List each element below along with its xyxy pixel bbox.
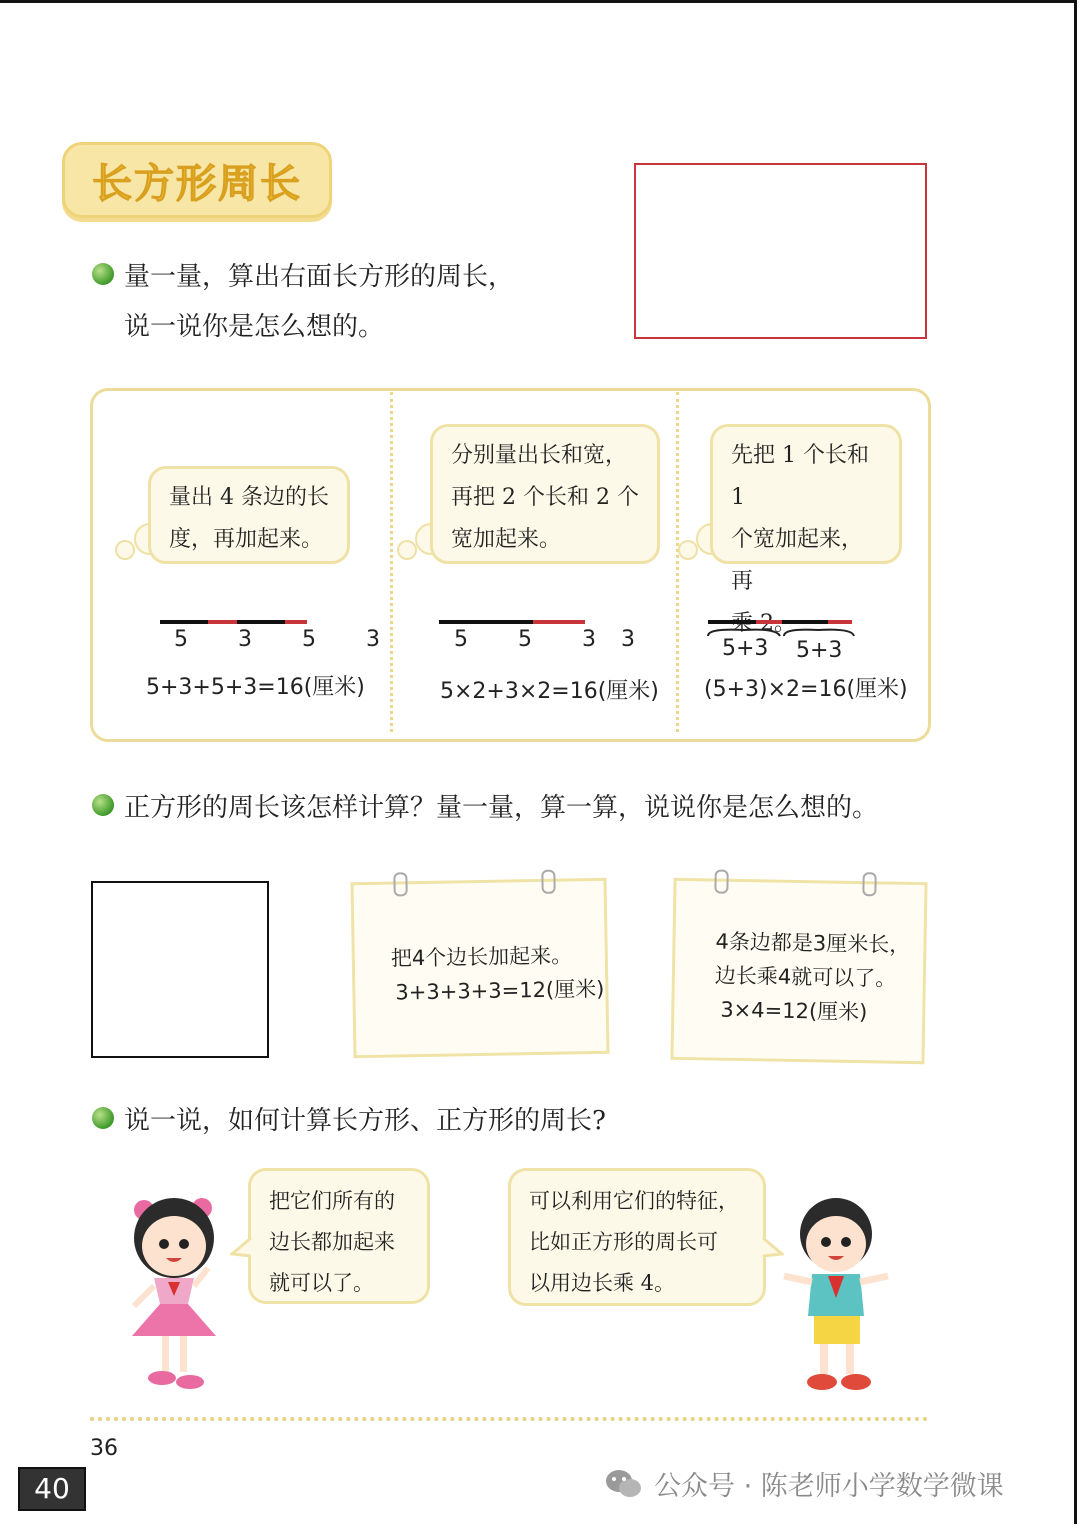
method-2-bubble [430, 424, 660, 564]
width-segment [756, 620, 782, 624]
note-2-line: 4条边都是3厘米长， [715, 929, 911, 957]
method-3-bubble [710, 424, 902, 594]
method-1-bubble [148, 466, 350, 564]
method-2-text-line: 再把 2 个长和 2 个 [451, 485, 639, 510]
length-segment [708, 620, 756, 624]
length-segment [439, 620, 533, 624]
width-segment [285, 620, 307, 624]
page-number: 36 [90, 1436, 118, 1461]
note-1-line: 3+3+3+3=12(厘米) [395, 976, 605, 1005]
section-title: 长方形周长 [92, 161, 302, 207]
question-3: 说一说，如何计算长方形、正方形的周长? [124, 1106, 606, 1136]
method-3-label: 5+3 [796, 638, 843, 663]
thought-dot [115, 540, 135, 560]
panel-divider [390, 392, 393, 732]
note-card-2 [670, 878, 927, 1064]
width-segment [533, 620, 585, 624]
method-3-text-line: 个宽加起来，再 [731, 527, 864, 594]
note-2-line: 边长乘4就可以了。 [714, 963, 897, 991]
width-segment [208, 620, 237, 624]
paperclip-icon [862, 872, 876, 896]
bullet-icon [92, 1107, 114, 1129]
method-3-text-line: 先把 1 个长和 1 [731, 443, 869, 510]
girl-speech-line: 把它们所有的 [269, 1189, 395, 1213]
method-2-labels: 5 5 3 3 [454, 627, 635, 652]
length-segment [160, 620, 208, 624]
wechat-icon [604, 1467, 644, 1501]
method-2-text-line: 分别量出长和宽， [451, 443, 628, 468]
method-1-labels: 5 3 5 3 [174, 627, 380, 652]
square-figure [91, 881, 269, 1058]
method-2-formula: 5×2+3×2=16(厘米) [440, 679, 659, 704]
boy-speech-bubble [508, 1168, 766, 1306]
girl-speech-line: 边长都加起来 [269, 1230, 395, 1254]
boy-speech-line: 比如正方形的周长可 [529, 1230, 718, 1254]
watermark: 公众号 · 陈老师小学数学微课 [654, 1471, 1004, 1502]
bullet-icon [92, 263, 114, 285]
method-3-formula: (5+3)×2=16(厘米) [704, 677, 908, 702]
method-1-text-line: 度，再加起来。 [169, 527, 324, 552]
note-card-1 [350, 878, 609, 1058]
method-1-formula: 5+3+5+3=16(厘米) [146, 675, 365, 700]
bullet-icon [92, 794, 114, 816]
paperclip-icon [541, 870, 555, 894]
method-3-label: 5+3 [722, 636, 769, 661]
footer-divider [90, 1417, 928, 1421]
panel-divider [676, 392, 679, 732]
note-1-line: 把4个边长加起来。 [390, 943, 573, 971]
page-box-number: 40 [18, 1467, 86, 1511]
speech-tail [230, 1236, 252, 1260]
length-segment [782, 620, 828, 624]
method-2-text-line: 宽加起来。 [451, 527, 562, 552]
girl-speech-line: 就可以了。 [269, 1271, 374, 1295]
width-segment [828, 620, 852, 624]
paperclip-icon [393, 872, 407, 896]
thought-dot [397, 540, 417, 560]
question-1-line-2: 说一说你是怎么想的。 [124, 312, 385, 342]
boy-illustration [776, 1186, 896, 1398]
question-2: 正方形的周长该怎样计算？量一量，算一算，说说你是怎么想的。 [124, 793, 879, 823]
length-segment [237, 620, 285, 624]
boy-speech-line: 可以利用它们的特征， [529, 1189, 739, 1213]
paperclip-icon [714, 870, 728, 894]
note-2-line: 3×4=12(厘米) [720, 997, 868, 1025]
girl-illustration [124, 1186, 234, 1396]
rectangle-figure [634, 163, 927, 339]
thought-dot [678, 540, 698, 560]
boy-speech-line: 以用边长乘 4。 [529, 1271, 676, 1295]
girl-speech-bubble [248, 1168, 430, 1304]
question-1-line-1: 量一量，算出右面长方形的周长， [124, 262, 515, 292]
method-1-text-line: 量出 4 条边的长 [169, 485, 329, 510]
